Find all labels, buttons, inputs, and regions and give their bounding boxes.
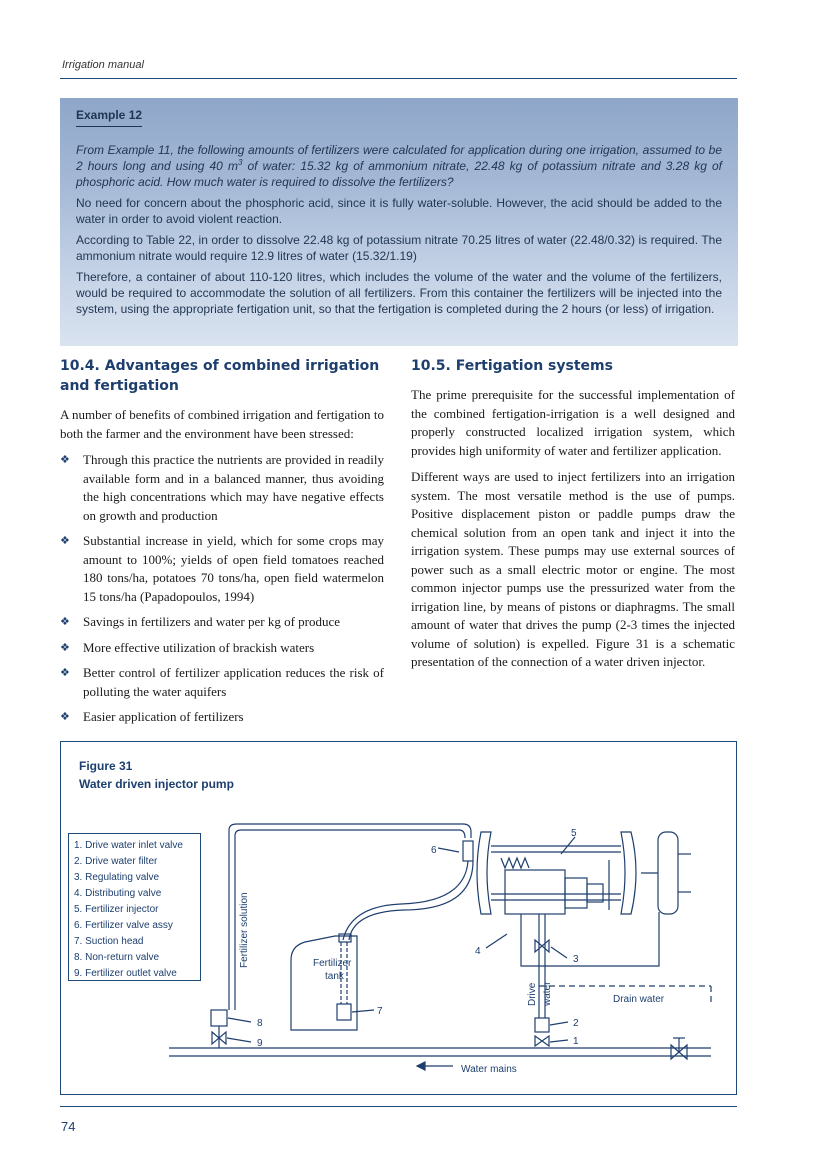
label-1: 1 xyxy=(573,1036,579,1047)
page-number: 74 xyxy=(61,1119,76,1134)
list-item-text: Substantial increase in yield, which for some crops may amount to 100%; yields of open field tomatoes reached 180 tons/ha, potatoes 70 tons/ha, open field watermelon 15 tons/ha (Papadopoulos, 1994) xyxy=(83,533,384,604)
drive-water-label: Drive xyxy=(527,982,538,1006)
legend-item: 4. Distributing valve xyxy=(74,888,162,899)
figure-legend xyxy=(68,833,201,981)
fertilizer-valve-icon xyxy=(463,841,473,861)
legend-item: 3. Regulating valve xyxy=(74,872,160,883)
bullet-icon: ❖ xyxy=(60,667,70,679)
bullet-icon: ❖ xyxy=(60,711,70,723)
list-item-text: More effective utilization of brackish waters xyxy=(83,639,315,655)
legend-item: 5. Fertilizer injector xyxy=(74,904,159,915)
bullet-icon: ❖ xyxy=(60,454,70,466)
injector-spring xyxy=(501,858,529,868)
fertilizer-solution-label: Fertilizer solution xyxy=(239,892,250,968)
section-heading: 10.5. Fertigation systems xyxy=(411,358,613,374)
figure-number: Figure 31 xyxy=(79,759,133,773)
header-rule xyxy=(60,78,737,79)
list-item xyxy=(60,451,384,525)
list-item xyxy=(60,532,384,606)
injector-right-cap xyxy=(621,832,636,914)
legend-item: 7. Suction head xyxy=(74,936,144,947)
label-3: 3 xyxy=(573,954,579,965)
benefits-list xyxy=(60,451,384,727)
example-title: Example 12 xyxy=(76,107,142,127)
section-fertigation-systems xyxy=(411,356,735,680)
label-8: 8 xyxy=(257,1018,263,1029)
distributing-valve-icon xyxy=(505,870,565,914)
example-box xyxy=(60,98,738,346)
suction-head-icon xyxy=(337,1004,351,1020)
list-item-text: Savings in fertilizers and water per kg of produce xyxy=(83,614,341,629)
legend-item: 1. Drive water inlet valve xyxy=(74,840,183,851)
bullet-icon: ❖ xyxy=(60,641,70,654)
question-part1: From Example 11, the following amounts of fertilizers were calculated for application during one irrigation, assumed to be 2 hours long and using 40 m xyxy=(76,143,722,173)
non-return-valve-icon xyxy=(211,1010,227,1026)
drive-water-filter-icon xyxy=(535,1018,549,1032)
footer-rule xyxy=(60,1106,737,1107)
drain-water-label: Drain water xyxy=(613,994,665,1005)
regulating-valve-icon xyxy=(535,940,549,952)
list-item-text: Through this practice the nutrients are provided in readily available form and in a balanced manner, thus avoiding the high concentrations which may have negative effects on growth and production xyxy=(83,452,384,523)
section-heading: 10.4. Advantages of combined irrigation and fertigation xyxy=(60,358,380,394)
list-item xyxy=(60,613,384,632)
label-6: 6 xyxy=(431,845,437,856)
running-title: Irrigation manual xyxy=(62,59,144,71)
label-2: 2 xyxy=(573,1018,579,1029)
fertilizer-tank-label: Fertilizer xyxy=(313,958,352,969)
question-superscript: 3 xyxy=(237,158,243,167)
legend-item: 6. Fertilizer valve assy xyxy=(74,920,173,931)
example-paragraph: According to Table 22, in order to dissolve 22.48 kg of potassium nitrate 70.25 litres of water (22.48/0.32) is required. The ammonium nitrate would require 12.9 litres of water (15.32/1.19) xyxy=(76,233,722,263)
bullet-icon: ❖ xyxy=(60,616,70,628)
label-7: 7 xyxy=(377,1006,383,1017)
legend-item: 9. Fertilizer outlet valve xyxy=(74,968,177,979)
list-item xyxy=(60,639,384,658)
list-item-text: Easier application of fertilizers xyxy=(83,709,244,724)
drive-water-label-2: water xyxy=(542,981,553,1006)
list-item xyxy=(60,664,384,701)
suction-line xyxy=(343,861,468,940)
water-mains-label: Water mains xyxy=(461,1064,517,1075)
drive-water-inlet-valve-icon xyxy=(535,1036,549,1046)
example-question xyxy=(76,142,722,190)
section-paragraph: The prime prerequisite for the successful implementation of the combined fertigation-irrigation is a well designed and properly constructed localized irrigation system, which provides high uniformity of water and fertilizer application. xyxy=(411,387,735,458)
label-5: 5 xyxy=(571,828,577,839)
list-item-text: Better control of fertilizer application reduces the risk of polluting the water aquifers xyxy=(83,665,384,699)
bullet-icon: ❖ xyxy=(60,535,70,547)
label-4: 4 xyxy=(475,946,481,957)
legend-item: 2. Drive water filter xyxy=(74,856,158,867)
fertilizer-tank-label-2: tank xyxy=(325,971,344,982)
example-paragraph: Therefore, a container of about 110-120 litres, which includes the volume of the water and the volume of the fertilizers, would be required to accommodate the solution of all fertilizers. From this container the fertilizers will be injected into the system, using the appropriate fertigation unit, so that the fertigation is completed during the 2 hours (or less) of irrigation. xyxy=(76,270,722,316)
label-9: 9 xyxy=(257,1038,263,1049)
section-advantages xyxy=(60,356,384,734)
injector-left-cap xyxy=(477,832,491,914)
figure-31 xyxy=(60,741,737,1095)
figure-title: Water driven injector pump xyxy=(79,777,234,791)
section-paragraph: Different ways are used to inject fertilizers into an irrigation system. The most versatile method is the use of pumps. Positive displacement piston or paddle pumps draw the chemical solution from an open tank and inject it into the irrigation system. These pumps may use external sources of power such as a small electric motor or engine. The most common injector pumps use the pressurized water from the irrigation line, by means of pistons or diaphragms. The small amount of water that drives the pump (2-3 times the injected volume of solution) is expelled. Figure 31 is a schematic presentation of the connection of a water driven injector. xyxy=(411,469,735,669)
list-item xyxy=(60,708,384,727)
section-intro: A number of benefits of combined irrigation and fertigation to both the farmer and the environment have been stressed: xyxy=(60,407,384,441)
example-paragraph: No need for concern about the phosphoric acid, since it is fully water-soluble. However, the acid should be added to the water in order to avoid violent reaction. xyxy=(76,196,722,226)
legend-item: 8. Non-return valve xyxy=(74,952,160,963)
question-part2: of water: 15.32 kg of ammonium nitrate, 22.48 kg of potassium nitrate and 3.28 kg of phosphoric acid. How much water is required to dissolve the fertilizers? xyxy=(76,159,723,189)
